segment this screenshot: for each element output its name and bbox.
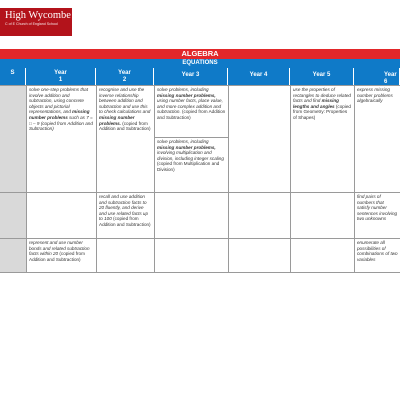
cell-text: represent and use number bonds and related subtraction facts within 20 [29, 240, 90, 257]
column-header-label: S [10, 70, 15, 76]
cell-text: enumerate all possibilities of combinations of two variables [357, 240, 398, 262]
row-divider [0, 192, 400, 193]
cell-text: involving multiplication and division, including integer scaling [157, 150, 224, 161]
column-header-year-4 [228, 68, 290, 85]
cell-source: (copied from Geometry: Properties of Shapes) [293, 103, 351, 120]
cell-row3-year1 [27, 239, 96, 272]
cell-keyword: missing number problems. [99, 114, 135, 126]
cell-text: 7 = □ – 9 (copied from Addition and Subtraction) [29, 114, 93, 132]
column-header-year: 2 [122, 77, 127, 83]
column-header-year: 1 [58, 77, 63, 83]
cell-text: recognise and use the inverse relationship between addition and subtraction and use this to check calculations and [99, 87, 151, 115]
algebra-title-band: ALGEBRA [0, 49, 400, 59]
cell-text: use the properties of rectangles to deduce related facts and find [293, 87, 351, 104]
cell-row1-year1 [27, 86, 96, 192]
cell-text: solve problems, including [157, 139, 209, 144]
cell-text: solve problems, including [157, 87, 209, 92]
cell-row1-year6 [355, 86, 400, 192]
cell-keyword: missing number problems, [157, 92, 216, 98]
cell-row1-year5 [291, 86, 354, 192]
column-header-label: Year 4 [249, 72, 268, 78]
column-header-year-2 [96, 68, 154, 85]
cell-row1-year2 [97, 86, 154, 192]
cell-source: (copied from Addition and Subtraction) [99, 120, 151, 132]
cell-text: express missing number problems algebraically [357, 87, 393, 104]
column-header-label: Year 6 [384, 72, 397, 85]
cell-source: (copied from Addition and Subtraction) [99, 216, 151, 227]
cell-source: (copied from Multiplication and Division) [157, 161, 220, 172]
cell-text: find pairs of numbers that satisfy number sentences involving two unknowns [357, 194, 398, 222]
column-header-year-3 [154, 68, 228, 85]
column-header-label: Year 5 [312, 72, 331, 78]
column-header-label: Year 3 [181, 72, 200, 78]
logo-name: High Wycombe [5, 10, 71, 21]
cell-source: (copied from Addition and Subtraction) [157, 109, 226, 120]
cell-row3-year6 [355, 239, 400, 272]
column-header-s [0, 68, 26, 85]
cell-text: using number facts, place value, and more complex addition and subtraction. [157, 98, 223, 115]
equations-subtitle-band: EQUATIONS [0, 59, 400, 68]
cell-text: such as [69, 114, 85, 120]
column-header-year-1 [26, 68, 96, 85]
strand-column [0, 85, 26, 272]
column-divider [228, 85, 229, 272]
column-header-year-6 [354, 68, 400, 85]
column-header-label: Year [54, 70, 67, 76]
row-divider [0, 272, 400, 273]
column-header-year-5 [290, 68, 354, 85]
cell-keyword: missing lengths and angles [293, 98, 339, 109]
cell-keyword: missing number problems [29, 109, 90, 120]
cell-row2-year6 [355, 193, 400, 238]
logo-tagline: C of E Church of England School [5, 22, 58, 26]
column-header-label: Year [118, 70, 131, 76]
cell-row2-year2 [97, 193, 154, 238]
cell-keyword: missing number problems, [157, 144, 216, 150]
cell-row1-year3-b [155, 138, 228, 192]
cell-source: (copied from Addition and Subtraction) [29, 251, 85, 262]
school-logo [0, 8, 72, 36]
cell-text: recall and use addition and subtraction facts to 20 fluently, and derive and use related facts up to 100 [99, 194, 149, 222]
cell-row1-year3-a [155, 86, 228, 137]
cell-text: solve one-step problems that involve addition and subtraction, using concrete objects and pictorial representations, and [29, 87, 88, 115]
